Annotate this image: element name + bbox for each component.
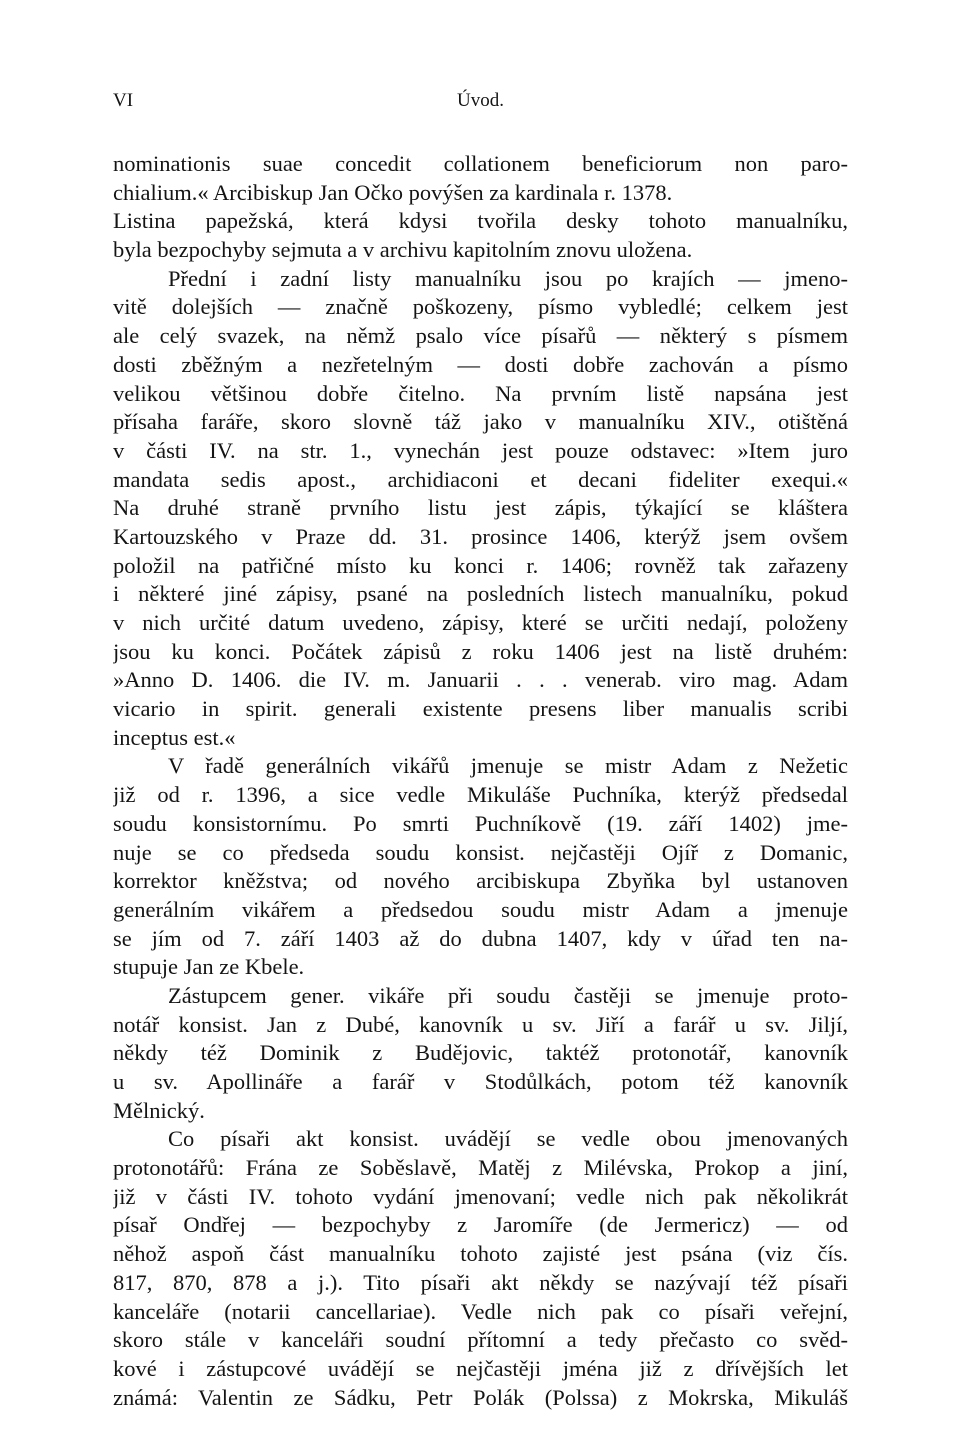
text-line: Na druhé straně prvního listu jest zápis, týkající se kláštera <box>113 495 848 521</box>
text-line: již od r. 1396, a sice vedle Mikuláše Puchníka, kterýž předsedal <box>113 782 848 808</box>
text-line: v nich určité datum uvedeno, zápisy, které se určiti nedají, položeny <box>113 610 848 635</box>
body-text <box>113 150 848 1412</box>
text-line: Co písaři akt konsist. uvádějí se vedle obou jmenovaných <box>168 1126 848 1152</box>
page-number: VI <box>113 90 134 111</box>
text-line: Listina papežská, která kdysi tvořila desky tohoto manualníku, <box>113 208 848 234</box>
running-title: Úvod. <box>457 90 504 111</box>
text-line: Přední i zadní listy manualníku jsou po krajích — jmeno- <box>168 265 848 291</box>
text-line: mandata sedis apost., archidiaconi et decani fideliter exequi.« <box>113 466 848 492</box>
text-line: se jím od 7. září 1403 až do dubna 1407, kdy v úřad ten na- <box>113 925 848 951</box>
text-line: byla bezpochyby sejmuta a v archivu kapitolním znovu uložena. <box>113 237 693 263</box>
text-line: velikou většinou dobře čitelno. Na prvním listě napsána jest <box>113 380 848 406</box>
text-line: »Anno D. 1406. die IV. m. Januarii . . . venerab. viro mag. Adam <box>113 667 848 693</box>
text-line: již v části IV. tohoto vydání jmenovaní; vedle nich pak několikrát <box>113 1183 848 1209</box>
text-line: někdy též Dominik z Budějovic, taktéž protonotář, kanovník <box>113 1040 848 1066</box>
running-head <box>113 90 848 116</box>
text-line: notář konsist. Jan z Dubé, kanovník u sv. Jiří a farář u sv. Jiljí, <box>113 1011 848 1037</box>
text-line: Zástupcem gener. vikáře při soudu častěji se jmenuje proto- <box>168 982 848 1008</box>
text-line: i některé jiné zápisy, psané na posledních listech manualníku, pokud <box>113 581 848 607</box>
text-line: u sv. Apollináře a farář v Stodůlkách, potom též kanovník <box>113 1069 848 1094</box>
text-line: dosti zběžným a nezřetelným — dosti dobře zachován a písmo <box>113 351 848 377</box>
text-line: generálním vikářem a předsedou soudu mistr Adam a jmenuje <box>113 896 848 922</box>
text-line: protonotářů: Frána ze Soběslavě, Matěj z Milévska, Prokop a jiní, <box>113 1155 848 1181</box>
text-line: něhož aspoň část manualníku tohoto zajisté jest psána (viz čís. <box>113 1241 848 1267</box>
text-line: soudu konsistornímu. Po smrti Puchníkově (19. září 1402) jme- <box>113 810 848 836</box>
text-line: V řadě generálních vikářů jmenuje se mistr Adam z Nežetic <box>168 753 848 779</box>
text-line: Mělnický. <box>113 1097 205 1123</box>
text-line: ale celý svazek, na němž psalo více písařů — některý s písmem <box>113 323 848 349</box>
text-line: inceptus est.« <box>113 724 236 750</box>
text-line: Kartouzského v Praze dd. 31. prosince 1406, kterýž jsem ovšem <box>113 523 848 549</box>
text-line: nuje se co předseda soudu konsist. nejčastěji Ojíř z Domanic, <box>113 839 848 865</box>
text-line: položil na patřičné místo ku konci r. 1406; rovněž tak zařazeny <box>113 552 848 578</box>
text-line: stupuje Jan ze Kbele. <box>113 954 305 980</box>
text-line: kanceláře (notarii cancellariae). Vedle nich pak co písaři veřejní, <box>113 1298 848 1324</box>
text-line: kové i zástupcové uvádějí se nejčastěji jména již z dřívějších let <box>113 1355 848 1381</box>
text-line: vicario in spirit. generali existente presens liber manualis scribi <box>113 696 848 722</box>
text-line: přísaha faráře, skoro slovně táž jako v manualníku XIV., otištěná <box>113 409 848 435</box>
text-line: chialium.« Arcibiskup Jan Očko povýšen za kardinala r. 1378. <box>113 179 673 205</box>
text-line: skoro stále v kanceláři soudní přítomní a tedy přečasto co svěd- <box>113 1327 848 1353</box>
text-line: písař Ondřej — bezpochyby z Jaromíře (de Jermericz) — od <box>113 1212 848 1238</box>
text-line: známá: Valentin ze Sádku, Petr Polák (Polssa) z Mokrska, Mikuláš <box>113 1384 848 1410</box>
text-line: nominationis suae concedit collationem beneficiorum non paro- <box>113 151 848 176</box>
text-line: jsou ku konci. Počátek zápisů z roku 1406 jest na listě druhém: <box>113 638 848 664</box>
text-line: 817, 870, 878 a j.). Tito písaři akt někdy se nazývají též písaři <box>113 1269 848 1295</box>
text-line: v části IV. na str. 1., vynechán jest pouze odstavec: »Item juro <box>113 437 848 463</box>
text-line: vitě dolejších — značně poškozeny, písmo vybledlé; celkem jest <box>113 294 848 320</box>
text-line: korrektor kněžstva; od nového arcibiskupa Zbyňka byl ustanoven <box>113 868 848 894</box>
